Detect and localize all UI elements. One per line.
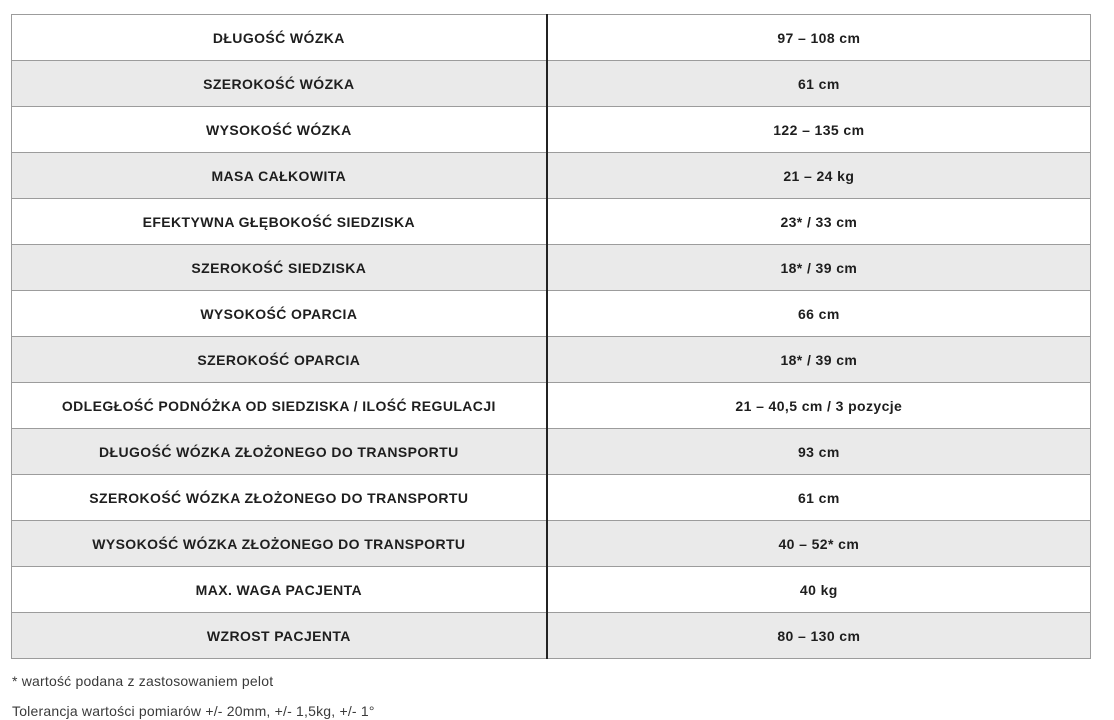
spec-value-cell: 21 – 40,5 cm / 3 pozycje — [547, 383, 1091, 429]
spec-row — [12, 61, 1091, 107]
spec-row — [12, 107, 1091, 153]
spec-label-cell: WYSOKOŚĆ OPARCIA — [12, 291, 547, 337]
spec-row — [12, 383, 1091, 429]
footnotes — [11, 673, 1114, 720]
spec-label-cell: MAX. WAGA PACJENTA — [12, 567, 547, 613]
spec-row — [12, 153, 1091, 199]
spec-row — [12, 429, 1091, 475]
spec-value-cell: 61 cm — [547, 61, 1091, 107]
spec-row — [12, 199, 1091, 245]
spec-value-cell: 61 cm — [547, 475, 1091, 521]
spec-value-cell: 97 – 108 cm — [547, 15, 1091, 61]
spec-table — [11, 14, 1091, 659]
spec-label-cell: ODLEGŁOŚĆ PODNÓŻKA OD SIEDZISKA / ILOŚĆ REGULACJI — [12, 383, 547, 429]
spec-value-cell: 21 – 24 kg — [547, 153, 1091, 199]
spec-label-cell: WYSOKOŚĆ WÓZKA ZŁOŻONEGO DO TRANSPORTU — [12, 521, 547, 567]
spec-label-cell: DŁUGOŚĆ WÓZKA — [12, 15, 547, 61]
spec-row — [12, 567, 1091, 613]
footnote-tolerance: Tolerancja wartości pomiarów +/- 20mm, +/- 1,5kg, +/- 1° — [12, 702, 375, 719]
spec-label-cell: MASA CAŁKOWITA — [12, 153, 547, 199]
spec-row — [12, 15, 1091, 61]
spec-label-cell: WZROST PACJENTA — [12, 613, 547, 659]
spec-value-cell: 66 cm — [547, 291, 1091, 337]
spec-value-cell: 18* / 39 cm — [547, 337, 1091, 383]
spec-value-cell: 23* / 33 cm — [547, 199, 1091, 245]
spec-row — [12, 291, 1091, 337]
spec-row — [12, 245, 1091, 291]
spec-row — [12, 521, 1091, 567]
spec-label-cell: DŁUGOŚĆ WÓZKA ZŁOŻONEGO DO TRANSPORTU — [12, 429, 547, 475]
spec-label-cell: SZEROKOŚĆ OPARCIA — [12, 337, 547, 383]
spec-row — [12, 613, 1091, 659]
spec-label-cell: EFEKTYWNA GŁĘBOKOŚĆ SIEDZISKA — [12, 199, 547, 245]
spec-label-cell: WYSOKOŚĆ WÓZKA — [12, 107, 547, 153]
spec-row — [12, 337, 1091, 383]
spec-value-cell: 18* / 39 cm — [547, 245, 1091, 291]
spec-value-cell: 122 – 135 cm — [547, 107, 1091, 153]
spec-label-cell: SZEROKOŚĆ WÓZKA ZŁOŻONEGO DO TRANSPORTU — [12, 475, 547, 521]
footnote-pelot: * wartość podana z zastosowaniem pelot — [12, 673, 274, 689]
spec-row — [12, 475, 1091, 521]
spec-label-cell: SZEROKOŚĆ WÓZKA — [12, 61, 547, 107]
spec-table-body — [12, 15, 1091, 659]
spec-value-cell: 40 – 52* cm — [547, 521, 1091, 567]
spec-value-cell: 80 – 130 cm — [547, 613, 1091, 659]
spec-value-cell: 40 kg — [547, 567, 1091, 613]
spec-value-cell: 93 cm — [547, 429, 1091, 475]
spec-label-cell: SZEROKOŚĆ SIEDZISKA — [12, 245, 547, 291]
